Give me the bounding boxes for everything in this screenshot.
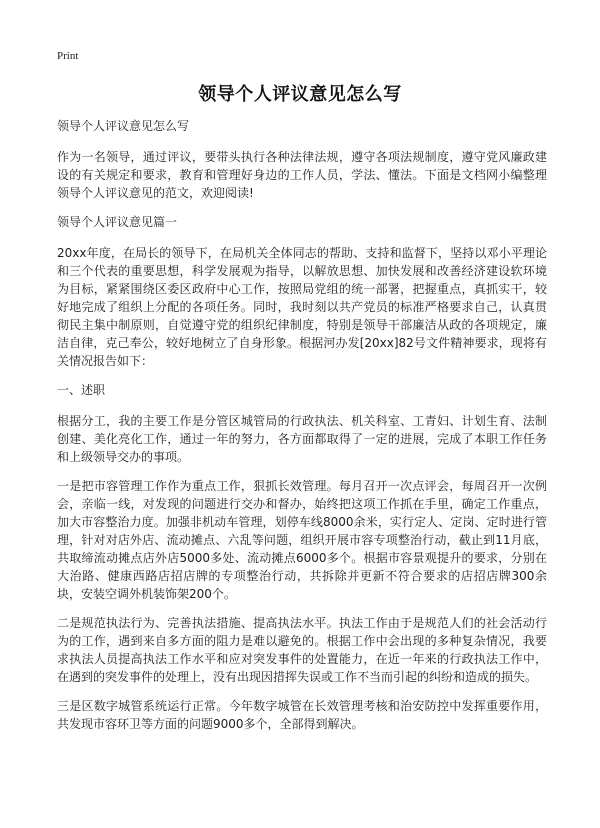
paragraph-4: 二是规范执法行为、完善执法措施、提高执法水平。执法工作由于是规范人们的社会活动行为的工作，遇到来自多方面的阻力是难以避免的。根据工作中会出现的多种复杂情况，我要求执法人员提高执法工作水平和应对突发事件的处置能力，在近一年来的行政执法工作中，在遇到的突发事件的处理上，没有出现因措挥失误或工作不当而引起的纠纷和造成的损失。 [57, 616, 547, 684]
print-link[interactable]: Print [57, 50, 79, 62]
document-title: 领导个人评议意见怎么写 [198, 84, 402, 105]
article-body [57, 117, 547, 744]
intro-paragraph: 作为一名领导，通过评议，要带头执行各种法律法规，遵守各项法规制度，遵守党风廉政建设的有关规定和要求，教育和管理好身边的工作人员，学法、懂法。下面是文档网小编整理领导个人评议意见的范文，欢迎阅读! [57, 150, 547, 200]
section-title: 领导个人评议意见篇一 [57, 215, 178, 229]
paragraph-1: 20xx年度，在局长的领导下，在局机关全体同志的帮助、支持和监督下，坚持以邓小平理论和三个代表的重要思想，科学发展观为指导，以解放思想、加快发展和改善经济建设软环境为目标，紧紧围绕区委区政府中心工作，按照局党组的统一部署，把握重点，真抓实干，较好地完成了组织上分配的各项任务。同时，我时刻以共产党员的标准严格要求自己，认真贯彻民主集中制原则，自觉遵守党的组织纪律制度，特别是领导干部廉洁从政的各项规定，廉洁自律，克己奉公，较好地树立了自身形象。根据河办发[20xx]82号文件精神要求，现将有关情况报告如下： [57, 246, 547, 368]
paragraph-5: 三是区数字城管系统运行正常。今年数字城管在长效管理考核和治安防控中发挥重要作用，共发现市容环卫等方面的问题9000多个，全部得到解决。 [57, 699, 547, 731]
article-subtitle: 领导个人评议意见怎么写 [57, 119, 190, 133]
paragraph-2: 根据分工，我的主要工作是分管区城管局的行政执法、机关科室、工青妇、计划生育、法制创建、美化亮化工作，通过一年的努力，各方面都取得了一定的进展，完成了本职工作任务和上级领导交办的事项。 [57, 414, 547, 464]
heading-one: 一、述职 [57, 383, 106, 397]
paragraph-3: 一是把市容管理工作作为重点工作，狠抓长效管理。每月召开一次点评会，每周召开一次例会，亲临一线，对发现的问题进行交办和督办，始终把这项工作抓在手里，确定工作重点，加大市容整治力度。加强非机动车管理，划停车线8000余米，实行定人、定岗、定时进行管理，针对对店外店、流动摊点、六乱等问题，组织开展市容专项整治行动，截止到11月底，共取缔流动摊点店外店5000多处、流动摊点6000多个。根据市容景观提升的要求，分别在大治路、健康西路店招店牌的专项整治行动，共拆除并更新不符合要求的店招店牌300余块，安装空调外机装饰架200个。 [57, 479, 547, 601]
